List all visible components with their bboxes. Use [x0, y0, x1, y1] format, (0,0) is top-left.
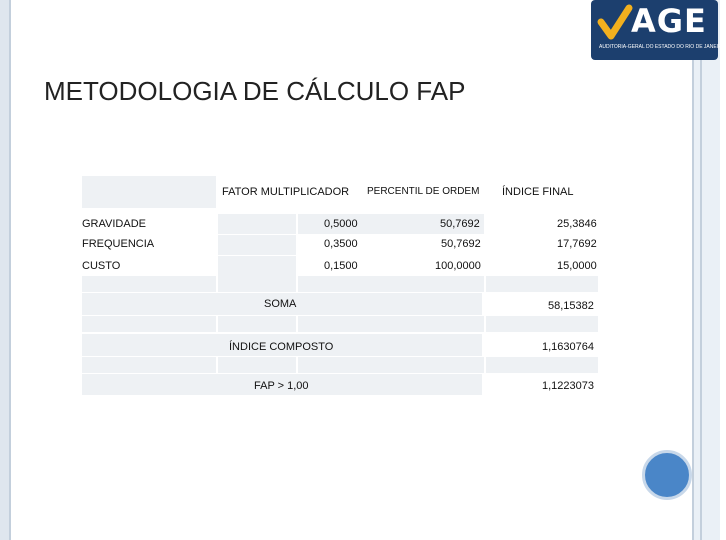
checkmark-icon — [599, 6, 631, 40]
fap-label: FAP > 1,00 — [254, 380, 309, 392]
left-border-decoration — [0, 0, 9, 540]
page-title: METODOLOGIA DE CÁLCULO FAP — [44, 76, 466, 106]
header-fator: FATOR MULTIPLICADOR — [222, 186, 350, 198]
age-logo — [591, 0, 726, 60]
fator-value: 0,3500 — [324, 238, 358, 250]
logo-subtitle: AUDITORIA-GERAL DO ESTADO DO RIO DE JANEIRO — [599, 44, 726, 50]
fator-value: 0,1500 — [324, 260, 358, 272]
logo-text: AGE — [631, 2, 707, 40]
table-row — [82, 256, 598, 276]
table-row — [82, 334, 598, 356]
row-label: GRAVIDADE — [82, 218, 146, 230]
indice-value: 25,3846 — [557, 218, 597, 230]
decorative-circle — [642, 450, 692, 500]
table-row — [82, 214, 598, 234]
header-percentil: PERCENTIL DE ORDEM — [367, 186, 480, 197]
header-indice: ÍNDICE FINAL — [502, 186, 574, 198]
fator-value: 0,5000 — [324, 218, 358, 230]
table-row — [82, 374, 598, 395]
soma-value: 58,15382 — [548, 300, 594, 312]
table-row — [82, 293, 598, 315]
indice-value: 17,7692 — [557, 238, 597, 250]
percentil-value: 50,7692 — [441, 238, 481, 250]
table-header-row — [82, 176, 598, 208]
table-spacer — [82, 357, 598, 373]
right-border-decoration — [692, 0, 720, 540]
table-row — [82, 235, 598, 255]
row-label: CUSTO — [82, 260, 121, 272]
composto-value: 1,1630764 — [542, 341, 594, 353]
table-spacer — [82, 276, 598, 292]
soma-label: SOMA — [264, 298, 297, 310]
table-spacer — [82, 316, 598, 332]
composto-label: ÍNDICE COMPOSTO — [229, 341, 334, 353]
percentil-value: 100,0000 — [435, 260, 481, 272]
row-label: FREQUENCIA — [82, 238, 155, 250]
percentil-value: 50,7692 — [440, 218, 480, 230]
indice-value: 15,0000 — [557, 260, 597, 272]
fap-value: 1,1223073 — [542, 380, 594, 392]
